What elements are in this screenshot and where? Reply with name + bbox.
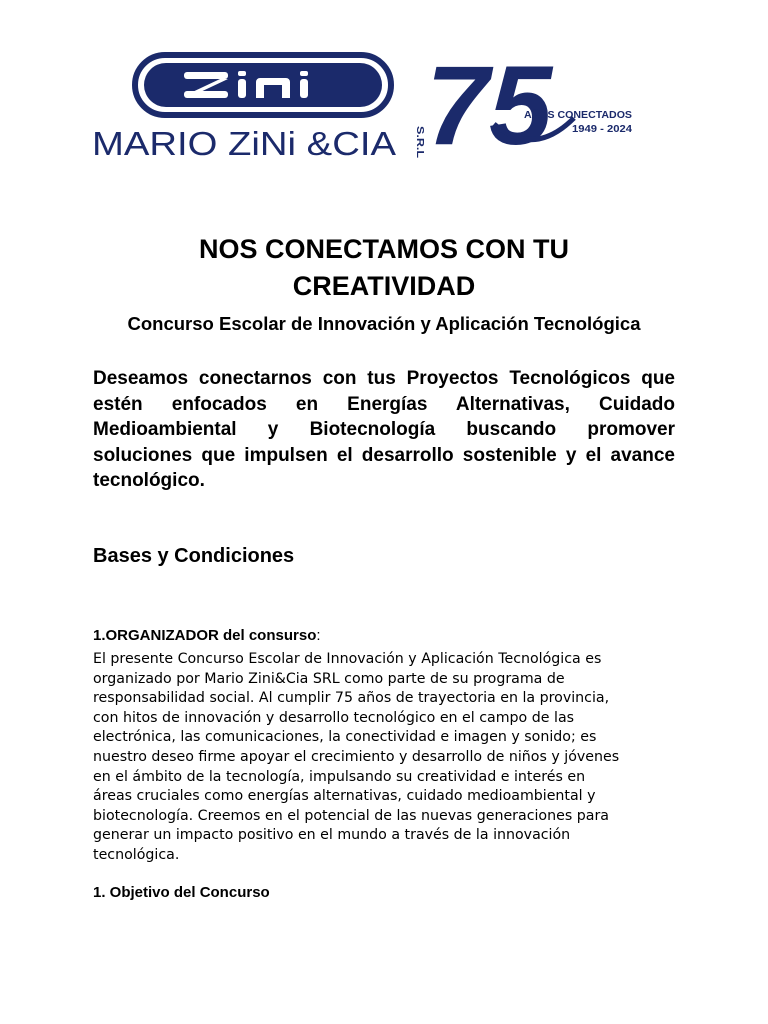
company-name: MARIO ZiNi &CIA	[92, 125, 396, 162]
company-name-logo	[92, 123, 425, 162]
body-line: con hitos de innovación y desarrollo tecnológico en el campo de las	[93, 709, 575, 726]
body-line: nuestro deseo firme apoyar el crecimiento y desarrollo de niños y jóvenes	[93, 748, 620, 765]
anniversary-years: 1949 - 2024	[572, 124, 633, 135]
objective-heading: 1. Objetivo del Concurso	[93, 884, 270, 901]
zini-wordmark: Zini	[132, 52, 134, 53]
body-line: El presente Concurso Escolar de Innovación y Aplicación Tecnológica es	[93, 651, 602, 667]
organizer-heading	[93, 626, 321, 646]
body-line: en el ámbito de la tecnología, impulsando su creatividad e interés en	[93, 768, 586, 785]
body-line: generar un impacto positivo en el mundo a través de la innovación	[93, 827, 571, 844]
intro-paragraph: Deseamos conectarnos con tus Proyectos Tecnológicos que estén enfocados en Energías Alternativas, Cuidado Medioambiental y Biotecnología buscando promover soluciones que impulsen el desarrollo sostenible y el avance tecnológico.	[93, 368, 675, 491]
anniversary-75-logo	[424, 43, 654, 168]
organizer-heading-colon: :	[316, 627, 321, 644]
body-line: electrónica, las comunicaciones, la conectividad e imagen y sonido; es	[93, 729, 597, 746]
organizer-body	[93, 650, 673, 866]
zini-oval-logo	[132, 52, 394, 118]
anniversary-number: 75	[426, 43, 554, 168]
body-line: responsabilidad social. Al cumplir 75 años de trayectoria en la provincia,	[93, 690, 610, 707]
title-line: NOS CONECTAMOS CON TU	[199, 234, 569, 264]
company-suffix: S.R.L	[414, 126, 425, 152]
title-line: CREATIVIDAD	[292, 271, 476, 301]
body-line: áreas cruciales como energías alternativas, cuidado medioambiental y	[93, 788, 596, 805]
document-title	[90, 231, 678, 305]
body-line: organizado por Mario Zini&Cia SRL como parte de su programa de	[93, 670, 565, 687]
document-subtitle: Concurso Escolar de Innovación y Aplicación Tecnológica	[127, 313, 641, 334]
section-heading-bases: Bases y Condiciones	[93, 545, 295, 567]
body-line: biotecnología. Creemos en el potencial de las nuevas generaciones para	[93, 807, 609, 824]
organizer-heading-text: 1.ORGANIZADOR del consurso	[93, 627, 317, 644]
anniversary-tagline: AÑOS CONECTADOS	[524, 110, 627, 121]
body-line: tecnológica.	[93, 846, 180, 863]
